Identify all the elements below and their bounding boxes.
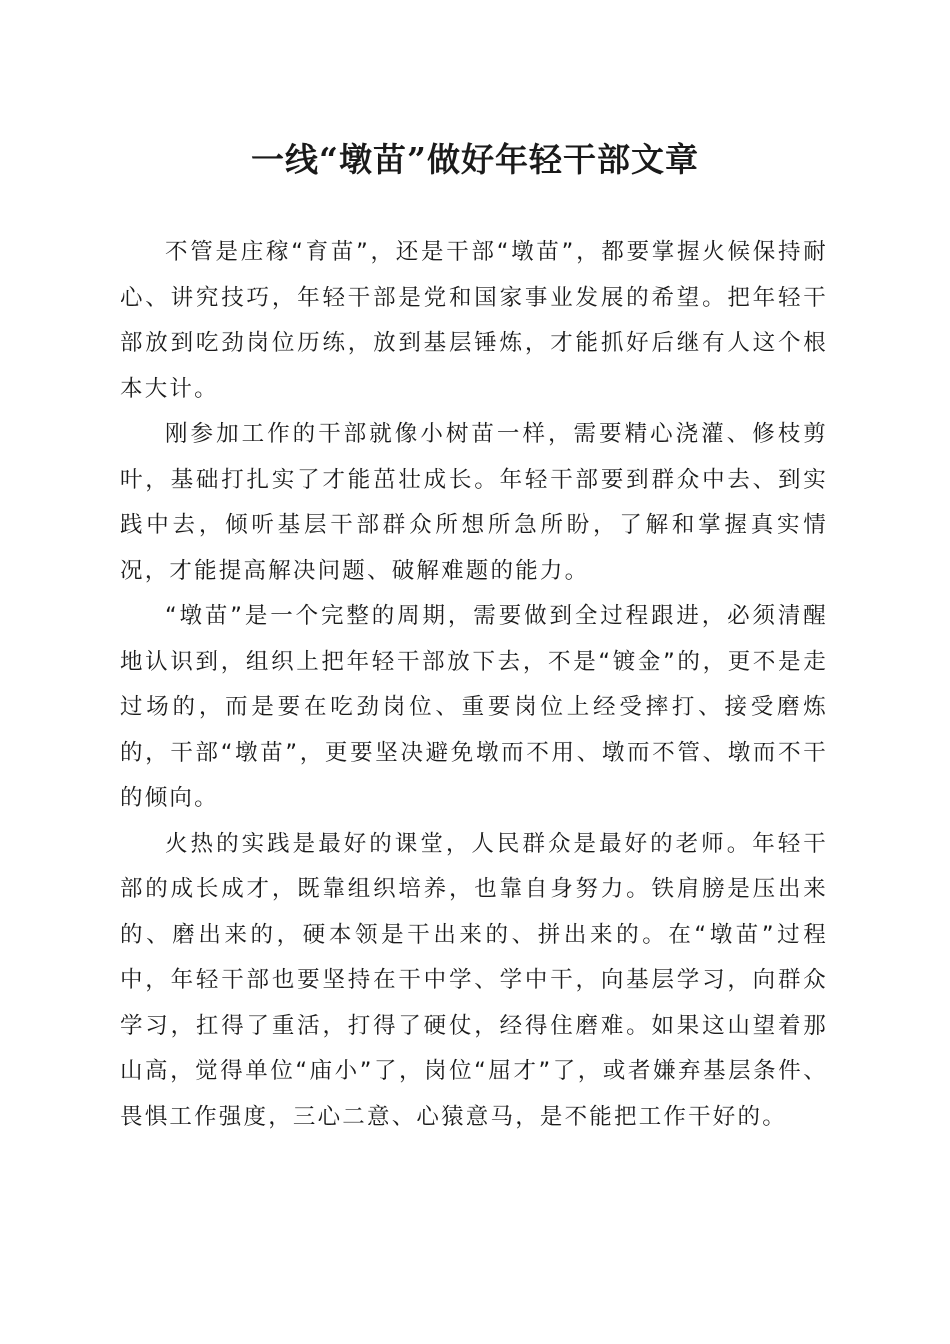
paragraph-4: 火热的实践是最好的课堂，人民群众是最好的老师。年轻干部的成长成才，既靠组织培养，也靠自身努力。铁肩膀是压出来的、磨出来的，硬本领是干出来的、拼出来的。在“墩苗”过程中，年轻干部也要坚持在干中学、学中干，向基层学习，向群众学习，扛得了重活，打得了硬仗，经得住磨难。如果这山望着那山高，觉得单位“庙小”了，岗位“屈才”了，或者嫌弃基层条件、畏惧工作强度，三心二意、心猿意马，是不能把工作干好的。 [120,830,828,1130]
paragraph-2: 刚参加工作的干部就像小树苗一样，需要精心浇灌、修枝剪叶，基础打扎实了才能茁壮成长。年轻干部要到群众中去、到实践中去，倾听基层干部群众所想所急所盼，了解和掌握真实情况，才能提高解决问题、破解难题的能力。 [120,421,828,584]
document-body [120,230,828,1140]
paragraph-1: 不管是庄稼“育苗”，还是干部“墩苗”，都要掌握火候保持耐心、讲究技巧，年轻干部是党和国家事业发展的希望。把年轻干部放到吃劲岗位历练，放到基层锤炼，才能抓好后继有人这个根本大计。 [120,239,828,402]
paragraph-3: “墩苗”是一个完整的周期，需要做到全过程跟进，必须清醒地认识到，组织上把年轻干部放下去，不是“镀金”的，更不是走过场的，而是要在吃劲岗位、重要岗位上经受摔打、接受磨炼的，干部“墩苗”，更要坚决避免墩而不用、墩而不管、墩而不干的倾向。 [120,603,828,811]
document-title: 一线“墩苗”做好年轻干部文章 [251,140,699,179]
